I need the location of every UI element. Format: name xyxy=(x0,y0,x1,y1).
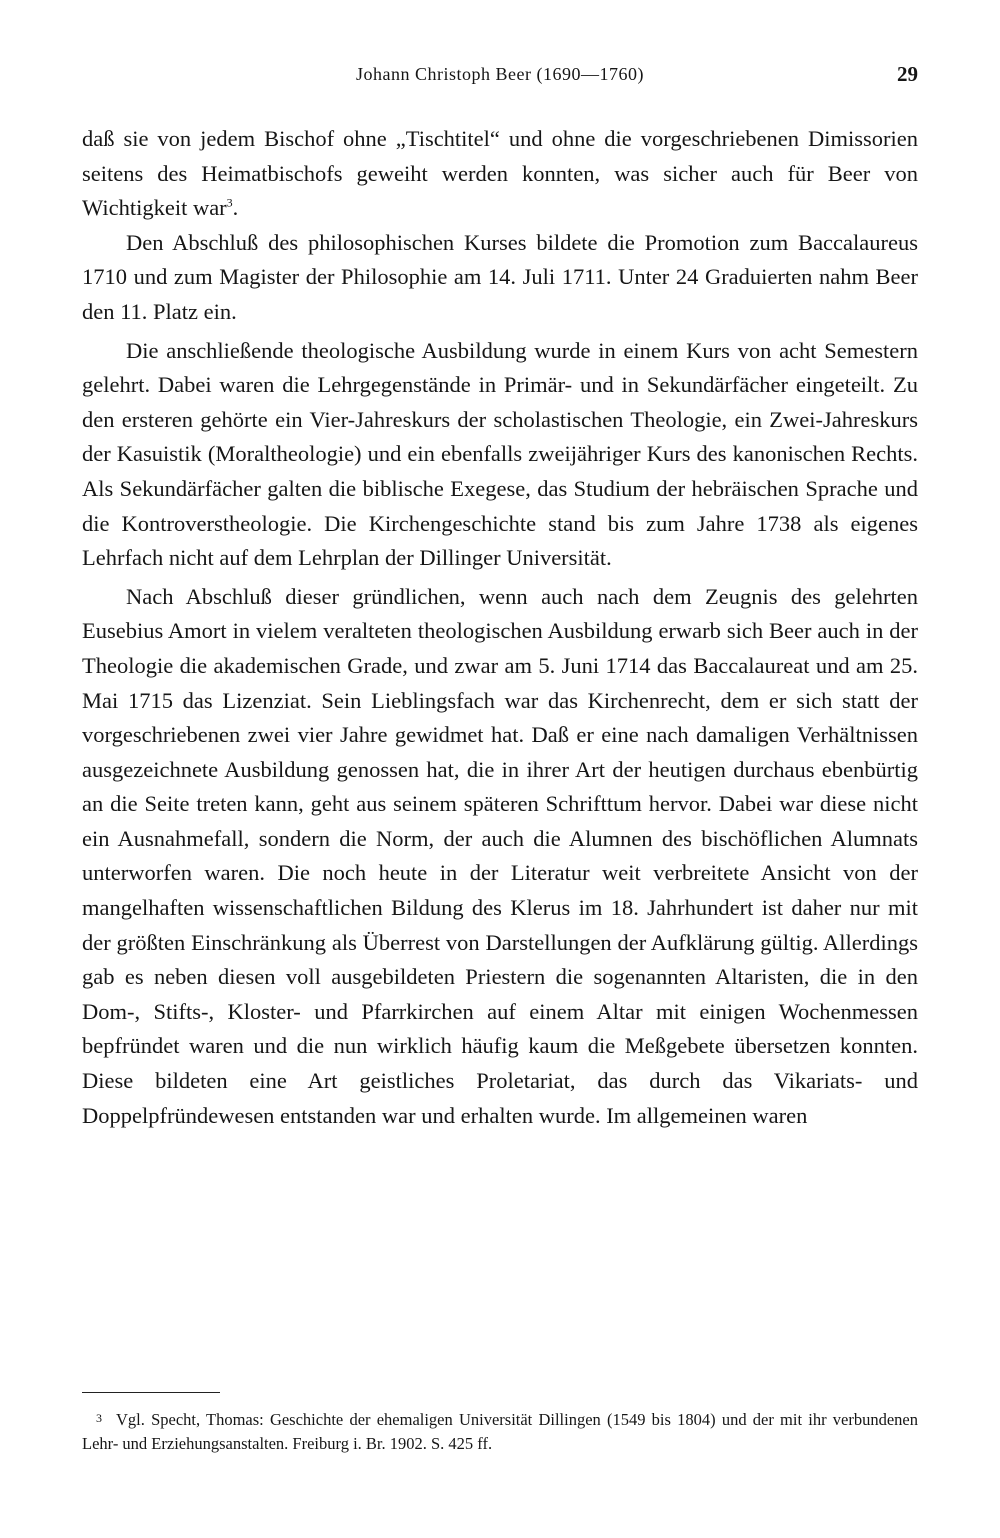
running-title: Johann Christoph Beer (1690—1760) xyxy=(356,64,644,84)
paragraph-text-end: . xyxy=(232,195,239,221)
running-header xyxy=(82,62,918,92)
paragraph-theology-training: Die anschließende theologische Ausbildung wurde in einem Kurs von acht Semestern gelehrt. Dabei waren die Lehrgegenstände in Primär- und in Sekundärfächer eingeteilt. Zu den ersteren gehörte ein Vier-Jahreskurs der scholastischen Theologie, ein Zwei-Jahreskurs der Kasuistik (Moraltheologie) und ein ebenfalls zweijähriger Kurs des kanonischen Rechts. Als Sekundärfächer galten die biblische Exegese, das Studium der hebräischen Sprache und die Kontroverstheologie. Die Kirchengeschichte stand bis zum Jahre 1738 als eigenes Lehrfach nicht auf dem Lehrplan der Dillinger Universität. xyxy=(82,337,918,571)
paragraph-academic-degrees: Nach Abschluß dieser gründlichen, wenn auch nach dem Zeugnis des gelehrten Eusebius Amort in vielem veralteten theologischen Ausbildung erwarb sich Beer auch in der Theologie die akademischen Grade, und zwar am 5. Juni 1714 das Baccalaureat und am 25. Mai 1715 das Lizenziat. Sein Lieblingsfach war das Kirchenrecht, dem er sich statt der vorgeschriebenen zwei vier Jahre gewidmet hat. Daß er eine nach damaligen Verhältnissen ausgezeichnete Ausbildung genossen hat, die in ihrer Art der heutigen durchaus ebenbürtig an die Seite treten kann, geht aus seinem späteren Schrifttum hervor. Dabei war diese nicht ein Ausnahmefall, sondern die Norm, der auch die Alumnen des bischöflichen Alumnats unterworfen waren. Die noch heute in der Literatur weit verbreitete Ansicht von der mangelhaften wissenschaftlichen Bildung des Klerus im 18. Jahrhundert ist daher nur mit der größten Einschränkung als Überrest von Darstellungen der Aufklärung gültig. Allerdings gab es neben diesen voll ausgebildeten Priestern die sogenannten Altaristen, die in den Dom-, Stifts-, Kloster- und Pfarrkirchen auf einem Altar mit einigen Wochenmessen bepfründet waren und die nun wirklich häufig kaum die Meßgebete übersetzen konnten. Diese bildeten eine Art geistliches Proletariat, das durch das Vikariats- und Doppelpfründewesen entstanden war und erhalten wurde. Im allgemeinen waren xyxy=(82,583,918,1128)
footnote xyxy=(82,1406,918,1456)
footnote-divider xyxy=(82,1392,220,1393)
page-number: 29 xyxy=(897,62,918,86)
body-text xyxy=(82,122,918,1133)
paragraph-promotion: Den Abschluß des philosophischen Kurses bildete die Promotion zum Baccalaureus 1710 und zum Magister der Philosophie am 14. Juli 1711. Unter 24 Graduierten nahm Beer den 11. Platz ein. xyxy=(82,229,918,324)
paragraph-text: daß sie von jedem Bischof ohne „Tischtitel“ und ohne die vorgeschriebenen Dimissorien seitens des Heimatbischofs geweiht werden konnten, was sicher auch für Beer von Wichtigkeit war xyxy=(82,126,918,221)
footnote-mark: 3 xyxy=(96,1411,102,1425)
paragraph-continued xyxy=(82,122,918,226)
footnote-text: Vgl. Specht, Thomas: Geschichte der ehemaligen Universität Dillingen (1549 bis 1804) und der mit ihr verbundenen Lehr- und Erziehungsanstalten. Freiburg i. Br. 1902. S. 425 ff. xyxy=(82,1410,918,1453)
footnote-reference: 3 xyxy=(226,195,233,210)
